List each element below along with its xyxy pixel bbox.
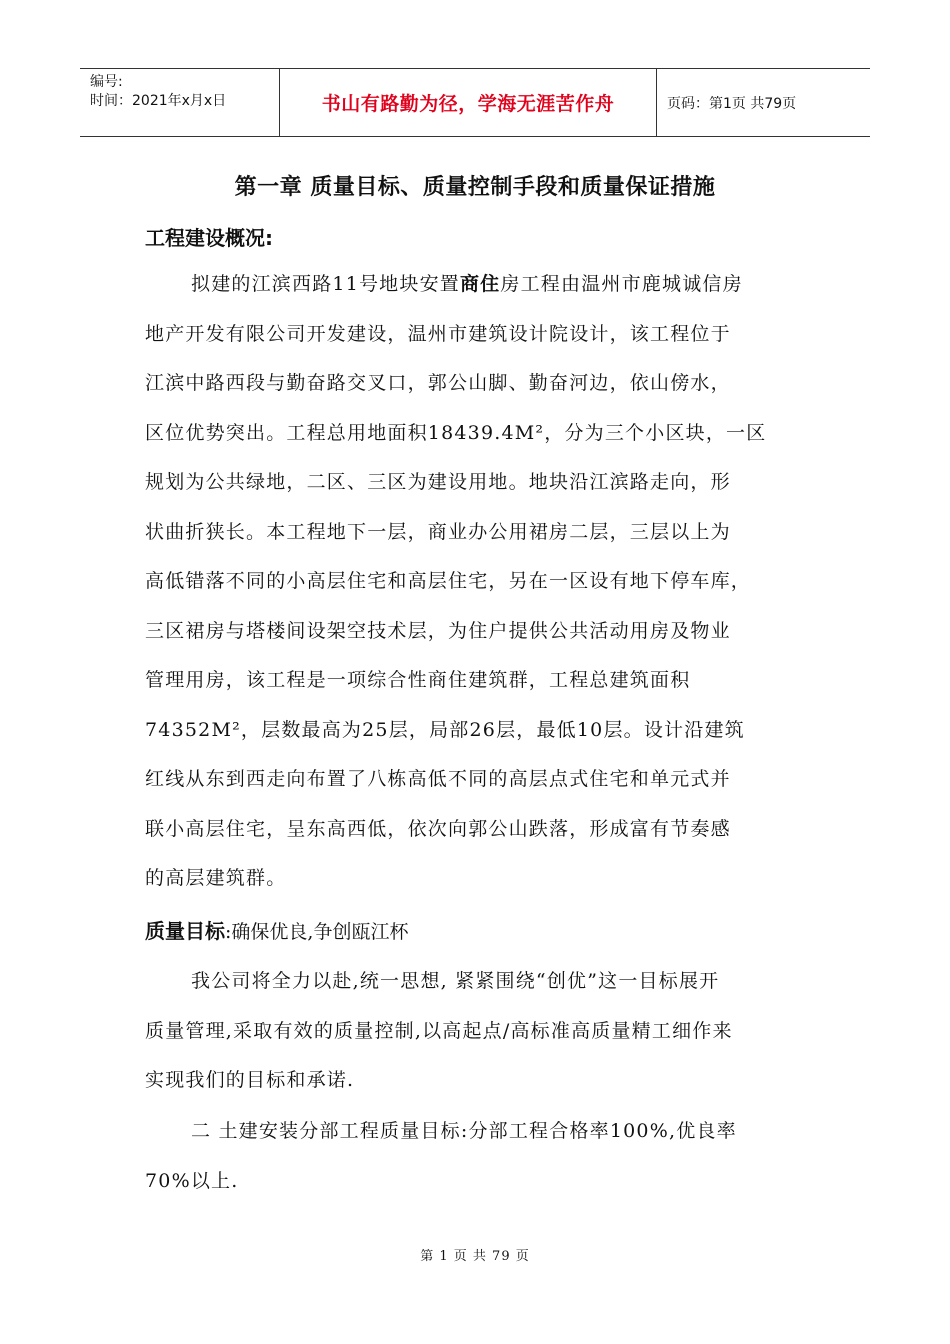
overview-paragraph — [145, 260, 810, 904]
header-info-cell — [80, 69, 280, 136]
sub-goal-line-2: 70%以上. — [145, 1169, 239, 1192]
document-header — [80, 68, 870, 137]
overview-line-1a: 拟建的江滨西路11号地块安置 — [191, 273, 460, 295]
overview-line-1b: 房工程由温州市鹿城诚信房 — [500, 273, 743, 295]
commitment-line-1: 我公司将全力以赴,统一思想, 紧紧围绕“创优”这一目标展开 — [191, 970, 720, 992]
overview-line-4: 区位优势突出。工程总用地面积18439.4M²，分为三个小区块，一区 — [145, 421, 767, 444]
header-motto: 书山有路勤为径，学海无涯苦作舟 — [280, 69, 657, 136]
commitment-line-2: 质量管理,采取有效的质量控制,以高起点/高标准高质量精工细作来 — [145, 1019, 733, 1042]
overview-line-8: 三区裙房与塔楼间设架空技术层，为住户提供公共活动用房及物业 — [145, 619, 731, 642]
overview-line-2: 地产开发有限公司开发建设，温州市建筑设计院设计，该工程位于 — [145, 322, 731, 345]
commitment-paragraph — [145, 957, 810, 1106]
header-page-info: 页码：第1页 共79页 — [667, 95, 797, 112]
overview-line-9: 管理用房，该工程是一项综合性商住建筑群，工程总建筑面积 — [145, 669, 691, 691]
serial-number-label: 编号: — [90, 74, 123, 90]
overview-line-1-bold: 商住 — [459, 273, 501, 295]
overview-heading: 工程建设概况: — [145, 226, 273, 250]
overview-line-1 — [145, 260, 810, 310]
chapter-title: 第一章 质量目标、质量控制手段和质量保证措施 — [234, 175, 716, 200]
commitment-line-3: 实现我们的目标和承诺. — [145, 1069, 355, 1091]
overview-line-11: 红线从东到西走向布置了八栋高低不同的高层点式住宅和单元式并 — [145, 768, 731, 790]
page-footer: 第 1 页 共 79 页 — [420, 1249, 530, 1264]
date-label: 时间：2021年x月x日 — [90, 93, 227, 109]
overview-line-13: 的高层建筑群。 — [145, 867, 287, 889]
overview-line-10: 74352M²，层数最高为25层，局部26层，最低10层。设计沿建筑 — [145, 718, 745, 741]
quality-goal-text: :确保优良,争创瓯江杯 — [225, 921, 409, 943]
quality-goal-label: 质量目标 — [145, 919, 225, 943]
sub-goal-line-1: 二 土建安装分部工程质量目标:分部工程合格率100%,优良率 — [191, 1120, 737, 1142]
overview-line-5: 规划为公共绿地，二区、三区为建设用地。地块沿江滨路走向，形 — [145, 471, 731, 493]
overview-line-7: 高低错落不同的小高层住宅和高层住宅，另在一区设有地下停车库， — [145, 570, 752, 592]
quality-goal — [145, 915, 408, 944]
overview-line-12: 联小高层住宅，呈东高西低，依次向郭公山跌落，形成富有节奏感 — [145, 817, 731, 840]
overview-line-3: 江滨中路西段与勤奋路交叉口，郭公山脚、勤奋河边，依山傍水， — [145, 372, 731, 394]
sub-goal-paragraph — [145, 1107, 810, 1206]
overview-line-6: 状曲折狭长。本工程地下一层，商业办公用裙房二层，三层以上为 — [145, 520, 731, 543]
